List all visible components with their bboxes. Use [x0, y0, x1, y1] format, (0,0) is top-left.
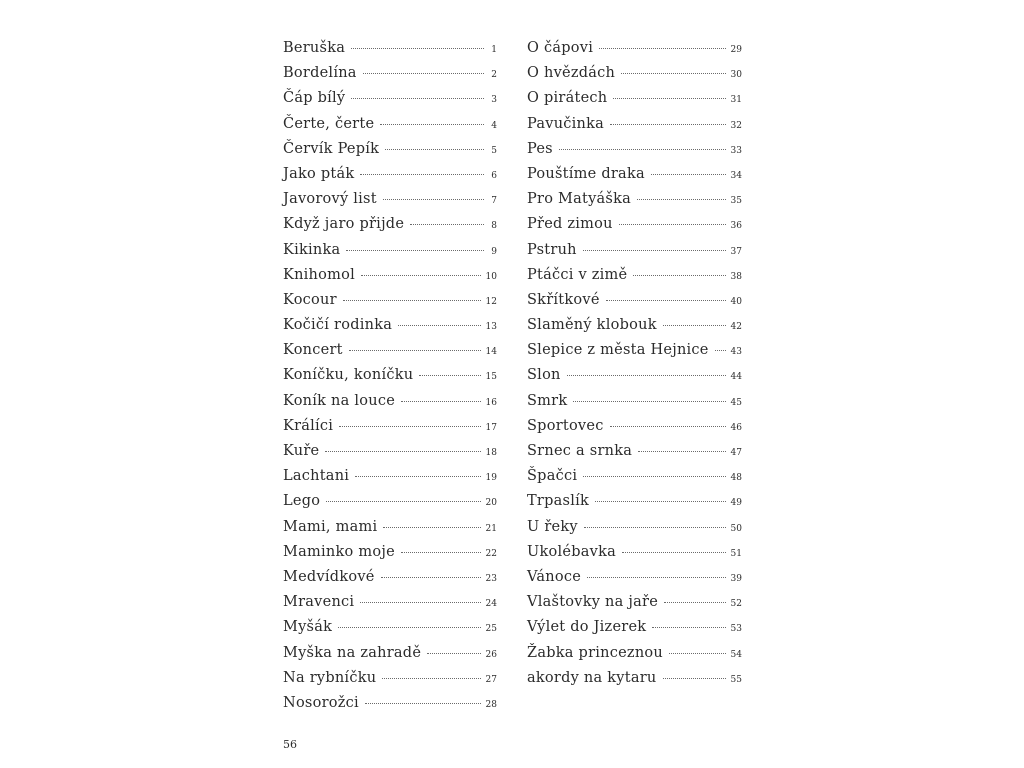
toc-entry — [283, 363, 497, 388]
toc-entry-page: 53 — [730, 624, 742, 635]
toc-entry-page: 32 — [730, 120, 742, 131]
dot-leader — [573, 401, 725, 402]
toc-entry-title: Slaměný klobouk — [527, 317, 657, 334]
toc-entry — [283, 590, 497, 615]
toc-entry — [283, 238, 497, 263]
toc-right-column — [527, 36, 742, 691]
dot-leader — [587, 577, 725, 578]
toc-entry-page: 38 — [730, 271, 742, 282]
toc-entry — [527, 288, 742, 313]
toc-entry-title: Koníčku, koníčku — [283, 367, 414, 384]
toc-entry-page: 21 — [485, 523, 497, 534]
toc-entry — [283, 61, 497, 86]
toc-entry-page: 10 — [485, 271, 497, 282]
dot-leader — [583, 250, 726, 251]
toc-entry — [527, 313, 742, 338]
toc-entry — [527, 464, 742, 489]
toc-entry-title: Pouštíme draka — [527, 165, 645, 182]
toc-entry-page: 25 — [485, 624, 497, 635]
dot-leader — [610, 426, 726, 427]
dot-leader — [381, 577, 481, 578]
toc-entry — [283, 691, 497, 716]
toc-entry — [283, 212, 497, 237]
toc-entry — [527, 540, 742, 565]
toc-entry-page: 28 — [485, 699, 497, 710]
toc-entry — [527, 112, 742, 137]
toc-entry-page: 22 — [485, 548, 497, 559]
toc-entry-title: Vlaštovky na jaře — [527, 594, 659, 611]
toc-entry-title: Kocour — [283, 291, 337, 308]
dot-leader — [325, 451, 480, 452]
toc-entry-title: Smrk — [527, 392, 568, 409]
toc-entry-page: 45 — [730, 397, 742, 408]
toc-entry — [283, 666, 497, 691]
dot-leader — [622, 552, 726, 553]
toc-entry-page: 36 — [730, 221, 742, 232]
dot-leader — [360, 602, 480, 603]
toc-entry-title: akordy na kytaru — [527, 669, 657, 686]
toc-entry-title: Koník na louce — [283, 392, 396, 409]
dot-leader — [346, 250, 484, 251]
toc-entry — [283, 162, 497, 187]
dot-leader — [339, 426, 480, 427]
toc-entry — [283, 86, 497, 111]
toc-entry-title: Srnec a srnka — [527, 443, 633, 459]
toc-entry — [283, 540, 497, 565]
toc-entry-page: 23 — [485, 573, 497, 584]
dot-leader — [326, 501, 480, 502]
toc-entry — [527, 414, 742, 439]
toc-entry-title: Jako pták — [283, 165, 355, 182]
toc-left-column — [283, 36, 497, 716]
toc-entry-page: 19 — [485, 473, 497, 484]
toc-entry — [283, 263, 497, 288]
toc-entry-page: 37 — [730, 246, 742, 257]
toc-entry-title: Kikinka — [283, 241, 341, 258]
toc-entry — [283, 615, 497, 640]
dot-leader — [663, 325, 726, 326]
toc-entry-page: 2 — [491, 70, 497, 81]
toc-entry-page: 35 — [730, 196, 742, 207]
toc-entry-title: Myška na zahradě — [283, 644, 422, 661]
toc-entry — [283, 641, 497, 666]
toc-entry-page: 9 — [491, 246, 497, 257]
toc-entry-page: 34 — [730, 170, 742, 181]
toc-entry-page: 29 — [730, 45, 742, 55]
toc-entry-title: Skřítkové — [527, 291, 600, 308]
toc-entry — [283, 489, 497, 514]
toc-entry-title: Trpaslík — [527, 493, 590, 510]
toc-entry — [527, 489, 742, 514]
toc-entry-page: 50 — [730, 523, 742, 534]
toc-entry-page: 52 — [730, 599, 742, 610]
toc-entry-page: 6 — [491, 170, 497, 181]
dot-leader — [401, 401, 481, 402]
toc-entry-title: Kočičí rodinka — [283, 317, 393, 334]
toc-entry — [283, 439, 497, 464]
toc-entry-page: 54 — [730, 649, 742, 660]
dot-leader — [382, 678, 480, 679]
dot-leader — [380, 124, 484, 125]
toc-entry-page: 33 — [730, 145, 742, 156]
toc-entry — [527, 61, 742, 86]
toc-entry — [527, 515, 742, 540]
toc-entry-page: 3 — [491, 95, 497, 106]
toc-entry-page: 1 — [491, 45, 497, 55]
toc-entry-title: U řeky — [527, 518, 578, 535]
dot-leader — [567, 375, 726, 376]
dot-leader — [401, 552, 481, 553]
toc-entry-page: 7 — [491, 196, 497, 207]
toc-entry — [527, 86, 742, 111]
dot-leader — [365, 703, 481, 704]
toc-entry-page: 4 — [491, 120, 497, 131]
toc-entry-title: Slepice z města Hejnice — [527, 342, 709, 359]
toc-entry-title: O hvězdách — [527, 65, 616, 82]
toc-entry — [283, 389, 497, 414]
dot-leader — [410, 224, 484, 225]
dot-leader — [652, 627, 725, 628]
toc-entry-title: Maminko moje — [283, 543, 395, 560]
toc-entry — [283, 137, 497, 162]
toc-entry — [527, 338, 742, 363]
dot-leader — [583, 476, 725, 477]
toc-entry-title: Čáp bílý — [283, 90, 346, 107]
dot-leader — [338, 627, 480, 628]
toc-entry-title: Slon — [527, 367, 561, 384]
toc-entry-title: Pro Matyáška — [527, 191, 632, 208]
dot-leader — [633, 275, 725, 276]
toc-entry-page: 17 — [485, 422, 497, 433]
toc-entry-page: 44 — [730, 372, 742, 383]
dot-leader — [383, 527, 480, 528]
dot-leader — [669, 653, 726, 654]
toc-entry-page: 42 — [730, 322, 742, 333]
dot-leader — [621, 73, 725, 74]
toc-entry-title: Na rybníčku — [283, 669, 377, 686]
toc-entry — [527, 389, 742, 414]
toc-entry-title: Medvídkové — [283, 568, 375, 585]
toc-entry-page: 26 — [485, 649, 497, 660]
toc-entry-title: Ukolébavka — [527, 543, 617, 560]
toc-entry-page: 30 — [730, 70, 742, 81]
dot-leader — [638, 451, 725, 452]
toc-entry-title: Javorový list — [283, 191, 377, 208]
toc-entry-title: Mravenci — [283, 594, 355, 611]
toc-entry — [527, 615, 742, 640]
toc-entry-page: 55 — [730, 674, 742, 685]
toc-entry-page: 18 — [485, 448, 497, 458]
toc-entry-page: 20 — [485, 498, 497, 509]
dot-leader — [619, 224, 726, 225]
toc-entry-page: 48 — [730, 473, 742, 484]
dot-leader — [343, 300, 481, 301]
dot-leader — [355, 476, 480, 477]
toc-entry-page: 13 — [485, 322, 497, 333]
dot-leader — [584, 527, 726, 528]
dot-leader — [595, 501, 726, 502]
toc-entry-title: O pirátech — [527, 90, 608, 107]
toc-entry-title: Sportovec — [527, 417, 604, 434]
toc-entry-page: 39 — [730, 573, 742, 584]
toc-entry-title: Červík Pepík — [283, 140, 380, 157]
dot-leader — [383, 199, 484, 200]
toc-entry — [527, 36, 742, 61]
toc-entry-title: O čápovi — [527, 40, 594, 56]
toc-entry-page: 31 — [730, 95, 742, 106]
toc-entry — [527, 162, 742, 187]
toc-entry-page: 51 — [730, 548, 742, 559]
toc-entry-page: 43 — [730, 347, 742, 358]
toc-entry-title: Když jaro přijde — [283, 216, 405, 233]
toc-entry — [527, 363, 742, 388]
toc-entry-title: Beruška — [283, 40, 346, 56]
toc-entry-page: 5 — [491, 145, 497, 156]
dot-leader — [651, 174, 726, 175]
dot-leader — [606, 300, 726, 301]
toc-entry-page: 12 — [485, 296, 497, 307]
toc-entry — [283, 187, 497, 212]
dot-leader — [715, 350, 726, 351]
toc-entry-title: Před zimou — [527, 216, 613, 233]
toc-entry — [527, 590, 742, 615]
toc-entry — [527, 212, 742, 237]
toc-entry-page: 8 — [491, 221, 497, 232]
toc-entry-page: 15 — [485, 372, 497, 383]
toc-entry — [527, 565, 742, 590]
dot-leader — [427, 653, 480, 654]
toc-entry — [527, 187, 742, 212]
toc-entry — [283, 288, 497, 313]
toc-entry-title: Čerte, čerte — [283, 115, 375, 132]
toc-entry — [283, 338, 497, 363]
toc-entry — [283, 464, 497, 489]
dot-leader — [664, 602, 726, 603]
toc-entry — [527, 666, 742, 691]
dot-leader — [559, 149, 726, 150]
dot-leader — [419, 375, 480, 376]
toc-entry — [283, 112, 497, 137]
toc-entry — [283, 36, 497, 61]
toc-entry-title: Špačci — [527, 468, 578, 485]
toc-entry-title: Králíci — [283, 417, 334, 434]
toc-entry-title: Žabka princeznou — [527, 644, 663, 661]
toc-entry-page: 16 — [485, 397, 497, 408]
toc-entry — [527, 641, 742, 666]
dot-leader — [351, 48, 484, 49]
dot-leader — [361, 275, 481, 276]
dot-leader — [385, 149, 484, 150]
dot-leader — [599, 48, 725, 49]
toc-entry-title: Pavučinka — [527, 115, 605, 132]
page-number: 56 — [283, 738, 297, 751]
toc-entry-page: 27 — [485, 674, 497, 685]
dot-leader — [613, 98, 725, 99]
toc-entry-page: 14 — [485, 347, 497, 358]
toc-entry-title: Pes — [527, 140, 553, 157]
toc-entry-title: Knihomol — [283, 266, 355, 283]
toc-entry-title: Bordelína — [283, 65, 357, 82]
toc-entry-title: Lachtani — [283, 468, 350, 485]
toc-entry-title: Vánoce — [527, 568, 582, 585]
toc-entry-title: Výlet do Jizerek — [527, 619, 647, 636]
toc-entry-title: Myšák — [283, 619, 333, 636]
toc-entry-title: Kuře — [283, 443, 320, 459]
dot-leader — [663, 678, 726, 679]
toc-entry-title: Nosorožci — [283, 694, 359, 711]
toc-entry-title: Mami, mami — [283, 518, 378, 535]
toc-entry-page: 40 — [730, 296, 742, 307]
toc-entry-title: Lego — [283, 493, 321, 510]
dot-leader — [610, 124, 725, 125]
dot-leader — [637, 199, 725, 200]
toc-entry — [527, 439, 742, 464]
toc-entry-page: 24 — [485, 599, 497, 610]
toc-entry — [283, 414, 497, 439]
dot-leader — [398, 325, 480, 326]
dot-leader — [349, 350, 481, 351]
toc-entry — [283, 565, 497, 590]
toc-entry-page: 49 — [730, 498, 742, 509]
dot-leader — [363, 73, 484, 74]
toc-entry-title: Koncert — [283, 342, 343, 359]
toc-entry — [283, 313, 497, 338]
toc-entry-page: 47 — [730, 448, 742, 458]
toc-entry — [527, 137, 742, 162]
dot-leader — [360, 174, 484, 175]
dot-leader — [351, 98, 484, 99]
toc-entry — [527, 263, 742, 288]
toc-entry — [527, 238, 742, 263]
toc-entry-title: Ptáčci v zimě — [527, 266, 628, 283]
toc-entry-title: Pstruh — [527, 241, 577, 258]
toc-entry-page: 46 — [730, 422, 742, 433]
toc-entry — [283, 515, 497, 540]
